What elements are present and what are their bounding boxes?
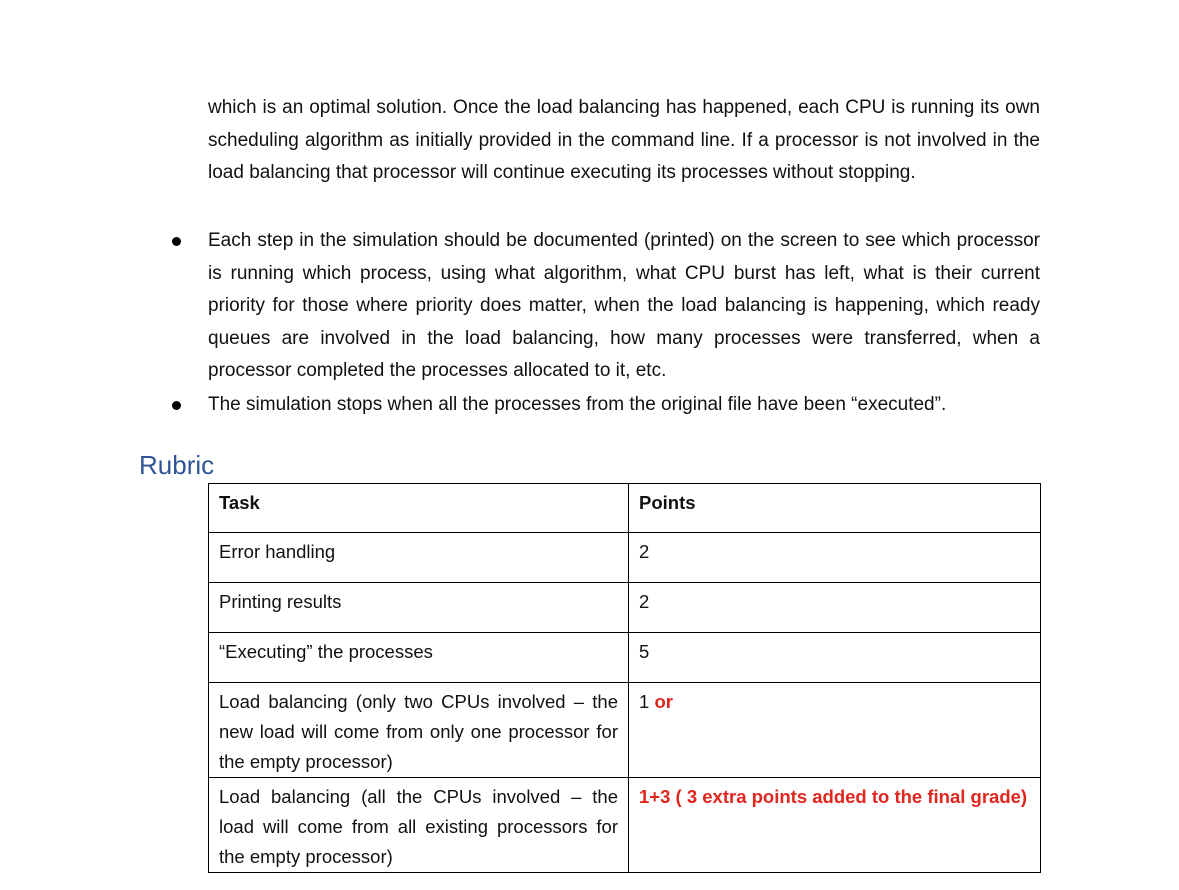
table-row: [209, 633, 1041, 683]
rubric-table: [208, 483, 1041, 873]
points-cell: 5: [629, 633, 1041, 683]
bullet-dot: [172, 401, 181, 410]
table-row: [209, 533, 1041, 583]
task-cell: Printing results: [209, 583, 629, 633]
table-row: [209, 683, 1041, 778]
task-cell: Load balancing (only two CPUs involved – the new load will come from only one processor for the empty processor): [209, 683, 629, 778]
task-cell: Error handling: [209, 533, 629, 583]
points-cell: 2: [629, 533, 1041, 583]
points-value: 1: [639, 691, 650, 712]
points-cell: [629, 778, 1041, 873]
task-cell: “Executing” the processes: [209, 633, 629, 683]
table-header-row: [209, 484, 1041, 533]
points-extra: or: [654, 691, 673, 712]
intro-paragraph: which is an optimal solution. Once the load balancing has happened, each CPU is running its own scheduling algorithm as initially provided in the command line. If a processor is not involved in the load balancing that processor will continue executing its processes without stopping.: [208, 97, 1040, 184]
bullet-item-simulation-steps: Each step in the simulation should be documented (printed) on the screen to see which processor is running which process, using what algorithm, what CPU burst has left, what is their current priority for those where priority does matter, when the load balancing is happening, which ready queues are involved in the load balancing, how many processes were transferred, when a processor completed the processes allocated to it, etc.: [208, 230, 1040, 382]
points-cell: 2: [629, 583, 1041, 633]
section-heading-rubric: Rubric: [139, 450, 215, 480]
bullet-item-simulation-stops: The simulation stops when all the processes from the original file have been “executed”.: [208, 394, 947, 415]
bullet-dot: [172, 237, 181, 246]
table-row: [209, 583, 1041, 633]
task-cell: Load balancing (all the CPUs involved – the load will come from all existing processors for the empty processor): [209, 778, 629, 873]
points-extra: 1+3 ( 3 extra points added to the final grade): [639, 786, 1028, 807]
table-row: [209, 778, 1041, 873]
points-cell: [629, 683, 1041, 778]
column-header-task: Task: [209, 484, 629, 533]
column-header-points: Points: [629, 484, 1041, 533]
